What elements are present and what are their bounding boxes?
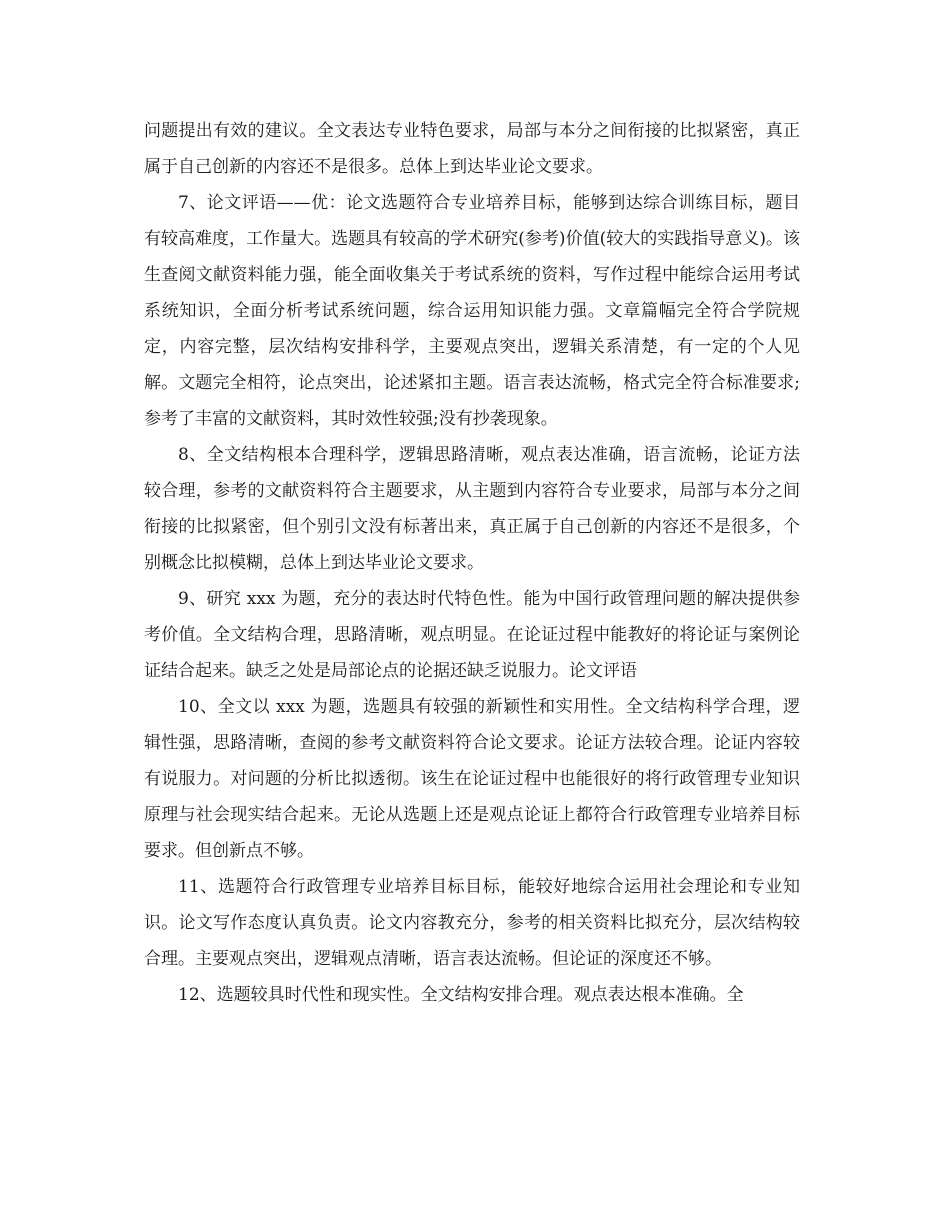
paragraph-item-9: 9、研究 xxx 为题，充分的表达时代特色性。能为中国行政管理问题的解决提供参考价值。全文结构合理，思路清晰，观点明显。在论证过程中能教好的将论证与案例论证结合起来。缺乏之处是局部论点的论据还缺乏说服力。论文评语 [144,589,800,681]
document-body [144,113,800,1013]
paragraph-item-12: 12、选题较具时代性和现实性。全文结构安排合理。观点表达根本准确。全 [178,985,744,1005]
paragraph-item-7: 7、论文评语——优：论文选题符合专业培养目标，能够到达综合训练目标，题目有较高难度，工作量大。选题具有较高的学术研究(参考)价值(较大的实践指导意义)。该生查阅文献资料能力强，能全面收集关于考试系统的资料，写作过程中能综合运用考试系统知识，全面分析考试系统问题，综合运用知识能力强。文章篇幅完全符合学院规定，内容完整，层次结构安排科学，主要观点突出，逻辑关系清楚，有一定的个人见解。文题完全相符，论点突出，论述紧扣主题。语言表达流畅，格式完全符合标准要求;参考了丰富的文献资料，其时效性较强;没有抄袭现象。 [144,193,800,429]
paragraph-continuation: 问题提出有效的建议。全文表达专业特色要求，局部与本分之间衔接的比拟紧密，真正属于自己创新的内容还不是很多。总体上到达毕业论文要求。 [144,121,800,177]
paragraph-item-8: 8、全文结构根本合理科学，逻辑思路清晰，观点表达准确，语言流畅，论证方法较合理，参考的文献资料符合主题要求，从主题到内容符合专业要求，局部与本分之间衔接的比拟紧密，但个别引文没有标著出来，真正属于自己创新的内容还不是很多，个别概念比拟模糊，总体上到达毕业论文要求。 [144,445,800,573]
paragraph-item-10: 10、全文以 xxx 为题，选题具有较强的新颖性和实用性。全文结构科学合理，逻辑性强，思路清晰，查阅的参考文献资料符合论文要求。论证方法较合理。论证内容较有说服力。对问题的分析比拟透彻。该生在论证过程中也能很好的将行政管理专业知识原理与社会现实结合起来。无论从选题上还是观点论证上都符合行政管理专业培养目标要求。但创新点不够。 [144,697,800,861]
paragraph-item-11: 11、选题符合行政管理专业培养目标目标，能较好地综合运用社会理论和专业知识。论文写作态度认真负责。论文内容教充分，参考的相关资料比拟充分，层次结构较合理。主要观点突出，逻辑观点清晰，语言表达流畅。但论证的深度还不够。 [144,877,800,969]
